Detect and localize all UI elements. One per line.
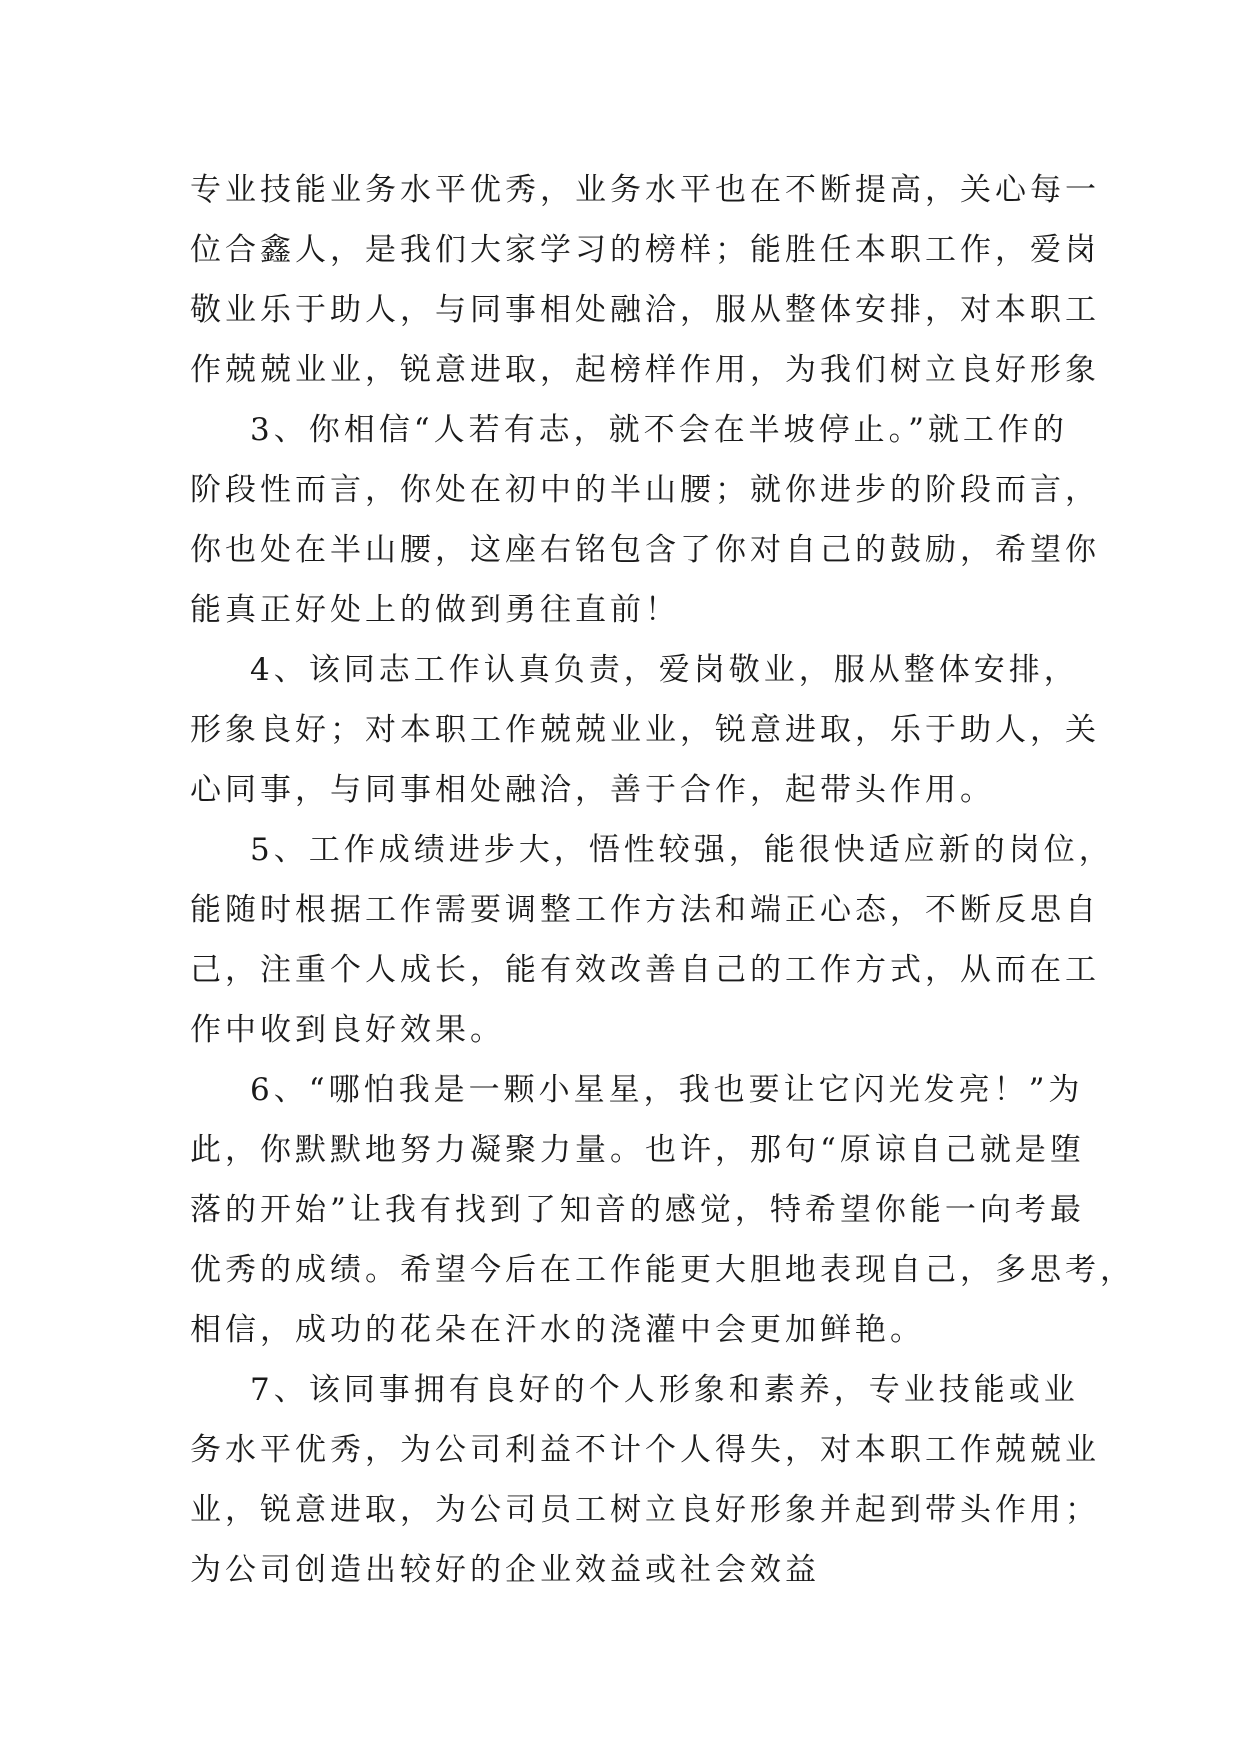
text-line: 位合鑫人，是我们大家学习的榜样；能胜任本职工作，爱岗 [190, 232, 1100, 268]
paragraph-7 [190, 1360, 1100, 1600]
text-line: 作中收到良好效果。 [190, 1012, 505, 1048]
text-line: 优秀的成绩。希望今后在工作能更大胆地表现自己，多思考， [190, 1252, 1135, 1288]
text-line: 6、“哪怕我是一颗小星星，我也要让它闪光发亮！”为 [250, 1072, 1084, 1108]
text-line: 为公司创造出较好的企业效益或社会效益 [190, 1552, 820, 1588]
text-line: 敬业乐于助人，与同事相处融洽，服从整体安排，对本职工 [190, 292, 1100, 328]
text-line: 4、该同志工作认真负责，爱岗敬业，服从整体安排， [250, 652, 1079, 688]
document-body [190, 160, 1135, 1600]
text-line: 相信，成功的花朵在汗水的浇灌中会更加鲜艳。 [190, 1312, 925, 1348]
paragraph-5 [190, 820, 1114, 1060]
text-line: 心同事，与同事相处融洽，善于合作，起带头作用。 [190, 772, 995, 808]
text-line: 能真正好处上的做到勇往直前！ [190, 592, 680, 628]
text-line: 能随时根据工作需要调整工作方法和端正心态，不断反思自 [190, 892, 1100, 928]
text-line: 3、你相信“人若有志，就不会在半坡停止。”就工作的 [250, 412, 1068, 448]
text-line: 阶段性而言，你处在初中的半山腰；就你进步的阶段而言， [190, 472, 1100, 508]
text-line: 形象良好；对本职工作兢兢业业，锐意进取，乐于助人，关 [190, 712, 1100, 748]
text-line: 专业技能业务水平优秀，业务水平也在不断提高，关心每一 [190, 172, 1100, 208]
paragraph-3 [190, 400, 1100, 640]
text-line: 此，你默默地努力凝聚力量。也许，那句“原谅自己就是堕 [190, 1132, 1085, 1168]
paragraph-6 [190, 1060, 1135, 1360]
text-line: 己，注重个人成长，能有效改善自己的工作方式，从而在工 [190, 952, 1100, 988]
text-line: 务水平优秀，为公司利益不计个人得失，对本职工作兢兢业 [190, 1432, 1100, 1468]
text-line: 7、该同事拥有良好的个人形象和素养，专业技能或业 [250, 1372, 1079, 1408]
paragraph-2-continuation [190, 160, 1100, 400]
paragraph-4 [190, 640, 1100, 820]
text-line: 5、工作成绩进步大，悟性较强，能很快适应新的岗位， [250, 832, 1114, 868]
text-line: 作兢兢业业，锐意进取，起榜样作用，为我们树立良好形象 [190, 352, 1100, 388]
text-line: 落的开始”让我有找到了知音的感觉，特希望你能一向考最 [190, 1192, 1085, 1228]
text-line: 业，锐意进取，为公司员工树立良好形象并起到带头作用； [190, 1492, 1100, 1528]
text-line: 你也处在半山腰，这座右铭包含了你对自己的鼓励，希望你 [190, 532, 1100, 568]
